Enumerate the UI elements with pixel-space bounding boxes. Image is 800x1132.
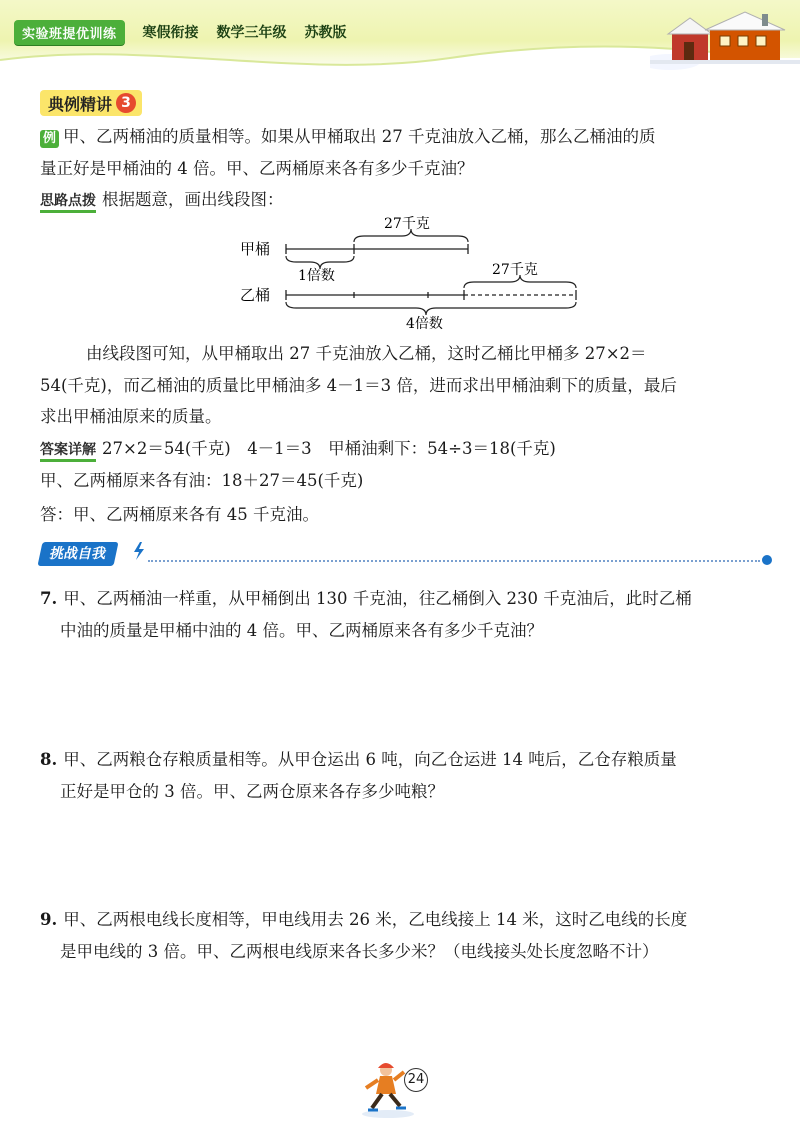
question-7-text-2: 中油的质量是甲桶中油的 4 倍。甲、乙两桶原来各有多少千克油？ bbox=[60, 621, 543, 640]
analysis-text-2: 54(千克)，而乙桶油的质量比甲桶油多 4－1＝3 倍，进而求出甲桶油剩下的质量，最后 bbox=[40, 376, 677, 395]
header-title bbox=[14, 18, 347, 46]
diagram-brace-top-jia: 27千克 bbox=[384, 216, 430, 232]
diagram-label-yi: 乙桶 bbox=[240, 286, 271, 304]
page-number: 24 bbox=[404, 1068, 428, 1092]
question-9-number: 9. bbox=[40, 910, 58, 929]
question-9-text-1: 甲、乙两根电线长度相等，甲电线用去 26 米，乙电线接上 14 米，这时乙电线的长度 bbox=[63, 910, 688, 929]
question-7-line-1 bbox=[40, 587, 692, 611]
question-8-text-1: 甲、乙两粮仓存粮质量相等。从甲仓运出 6 吨，向乙仓运进 14 吨后，乙仓存粮质量 bbox=[63, 750, 677, 769]
diagram-brace-bottom-jia: 1倍数 bbox=[298, 268, 335, 284]
skater-illustration-icon bbox=[360, 1060, 440, 1120]
answer-text-2: 甲、乙两桶原来各有油：18＋27＝45(千克) bbox=[40, 471, 364, 490]
question-7-text-1: 甲、乙两桶油一样重，从甲桶倒出 130 千克油，往乙桶倒入 230 千克油后，此时乙桶 bbox=[63, 589, 692, 608]
example-text-2: 量正好是甲桶油的 4 倍。甲、乙两桶原来各有多少千克油？ bbox=[40, 159, 474, 178]
header-edition: 苏教版 bbox=[304, 25, 347, 41]
section-title-text: 典例精讲 bbox=[48, 94, 113, 114]
answer-text-3: 答：甲、乙两桶原来各有 45 千克油。 bbox=[40, 505, 319, 524]
section-number-badge: 3 bbox=[116, 93, 136, 113]
example-text-1: 甲、乙两桶油的质量相等。如果从甲桶取出 27 千克油放入乙桶，那么乙桶油的质 bbox=[63, 127, 656, 146]
analysis-text-1: 由线段图可知，从甲桶取出 27 千克油放入乙桶，这时乙桶比甲桶多 27×2＝ bbox=[86, 344, 647, 363]
hint-text: 根据题意，画出线段图： bbox=[102, 190, 284, 209]
question-9-line-1 bbox=[40, 908, 687, 932]
question-8-number: 8. bbox=[40, 750, 58, 769]
lightning-icon bbox=[132, 542, 146, 560]
yi-bottom-brace bbox=[286, 302, 576, 315]
challenge-badge: 挑战自我 bbox=[37, 542, 118, 566]
challenge-dotted-line bbox=[148, 560, 760, 562]
line-segment-diagram bbox=[230, 216, 600, 336]
hint-line bbox=[40, 188, 284, 213]
question-9-text-2: 是甲电线的 3 倍。甲、乙两根电线原来各长多少米？（电线接头处长度忽略不计） bbox=[60, 942, 659, 961]
answer-text-1: 27×2＝54(千克) 4－1＝3 甲桶油剩下：54÷3＝18(千克) bbox=[102, 439, 556, 458]
question-8-line-1 bbox=[40, 748, 677, 772]
series-tag: 实验班提优训练 bbox=[14, 20, 125, 45]
house-illustration-icon bbox=[650, 6, 800, 72]
challenge-banner bbox=[40, 542, 770, 568]
example-tag: 例 bbox=[40, 130, 59, 148]
header-season: 寒假衔接 bbox=[142, 25, 199, 41]
question-8-text-2: 正好是甲仓的 3 倍。甲、乙两仓原来各存多少吨粮？ bbox=[60, 782, 444, 801]
diagram-brace-top-yi: 27千克 bbox=[492, 262, 538, 278]
answer-line-1 bbox=[40, 437, 556, 462]
diagram-brace-bottom-yi: 4倍数 bbox=[406, 316, 443, 332]
diagram-label-jia: 甲桶 bbox=[240, 240, 271, 258]
question-7-number: 7. bbox=[40, 589, 58, 608]
analysis-text-3: 求出甲桶油原来的质量。 bbox=[40, 407, 222, 426]
challenge-end-dot bbox=[762, 555, 772, 565]
example-line-1 bbox=[40, 125, 656, 149]
section-title bbox=[40, 90, 142, 116]
header-subject: 数学三年级 bbox=[216, 25, 287, 41]
hint-tag: 思路点拨 bbox=[40, 192, 96, 213]
answer-tag: 答案详解 bbox=[40, 441, 96, 462]
page-number-area bbox=[360, 1060, 440, 1120]
